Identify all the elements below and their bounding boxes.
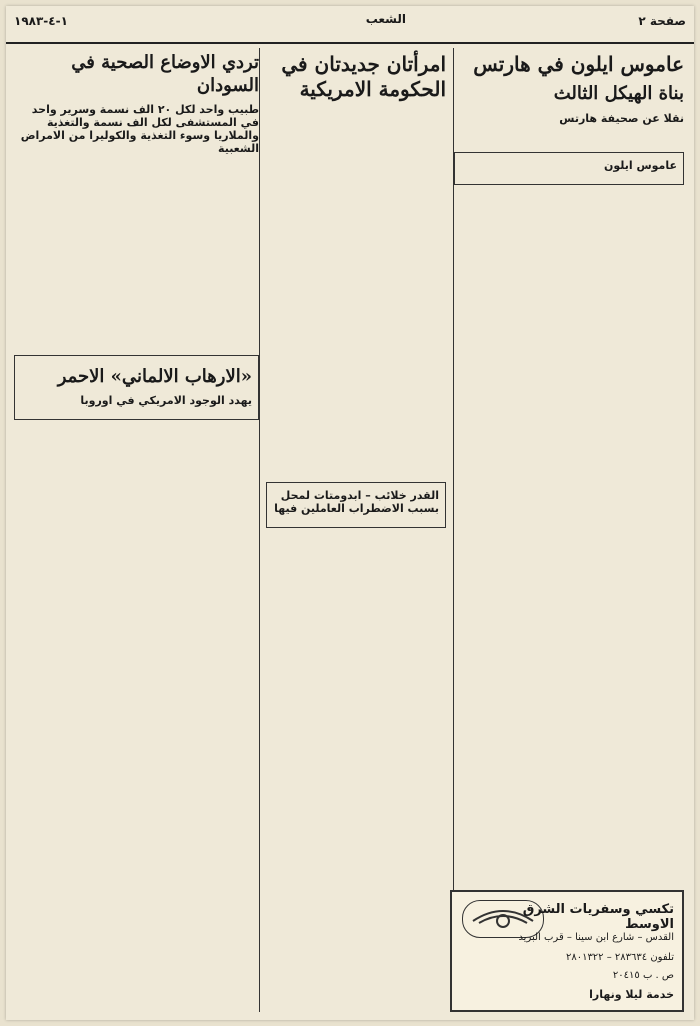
right-lead: نقلا عن صحيفة هارتس [559,111,684,125]
left-second-headline: «الارهاب الالماني» الاحمر [57,365,252,387]
right-column [454,48,684,1012]
left-column [14,48,259,1012]
masthead [6,6,694,44]
masthead-page-label: صفحة ٢ [638,14,686,28]
middle-column [266,48,446,1012]
left-subhead: طبيب واحد لكل ٢٠ الف نسمة وسرير واحد في المستشفى لكل الف نسمة والتغذية والملاريا وسوء التغذية والكوليرا من الامراض الشعبية [20,103,259,155]
right-body-text [454,131,684,145]
ad-service: خدمة ليلا ونهارا [589,988,674,1001]
newspaper-page [6,6,694,1020]
right-headline-top: عاموس ايلون في هارتس [473,52,684,76]
middle-box-title: القدر خلائب – ابدومتات لمحل بسبب الاضطراب العاملين فيها [274,488,439,515]
left-body-text [14,161,259,175]
middle-body-text [266,108,446,122]
ad-pobox: ص . ب ٢٠٤١٥ [612,970,674,981]
right-byline: عاموس ايلون [603,159,677,172]
left-headline: تردي الاوضاع الصحية في السودان [71,52,259,96]
middle-box [266,482,446,528]
masthead-paper-name: الشعب [365,12,406,26]
column-divider [259,48,260,1012]
masthead-date: ١-٤-١٩٨٣ [14,14,68,28]
ad-phone: تلفون ٢٨٣٦٣٤ – ٢٨٠١٣٢٢ [565,952,674,963]
taxi-advertisement [450,890,684,1012]
left-second-subhead: يهدد الوجود الامريكي في اوروبا [80,394,252,407]
right-byline-box [454,152,684,185]
right-headline-main: بناة الهيكل الثالث [553,83,684,104]
ad-title: تكسي وسفريات الشرق الاوسط [522,902,674,932]
left-second-article [14,355,259,421]
middle-headline: امرأتان جديدتان في الحكومة الامريكية [281,52,446,101]
ad-address: القدس – شارع ابن سينا – قرب البريد [518,932,674,943]
